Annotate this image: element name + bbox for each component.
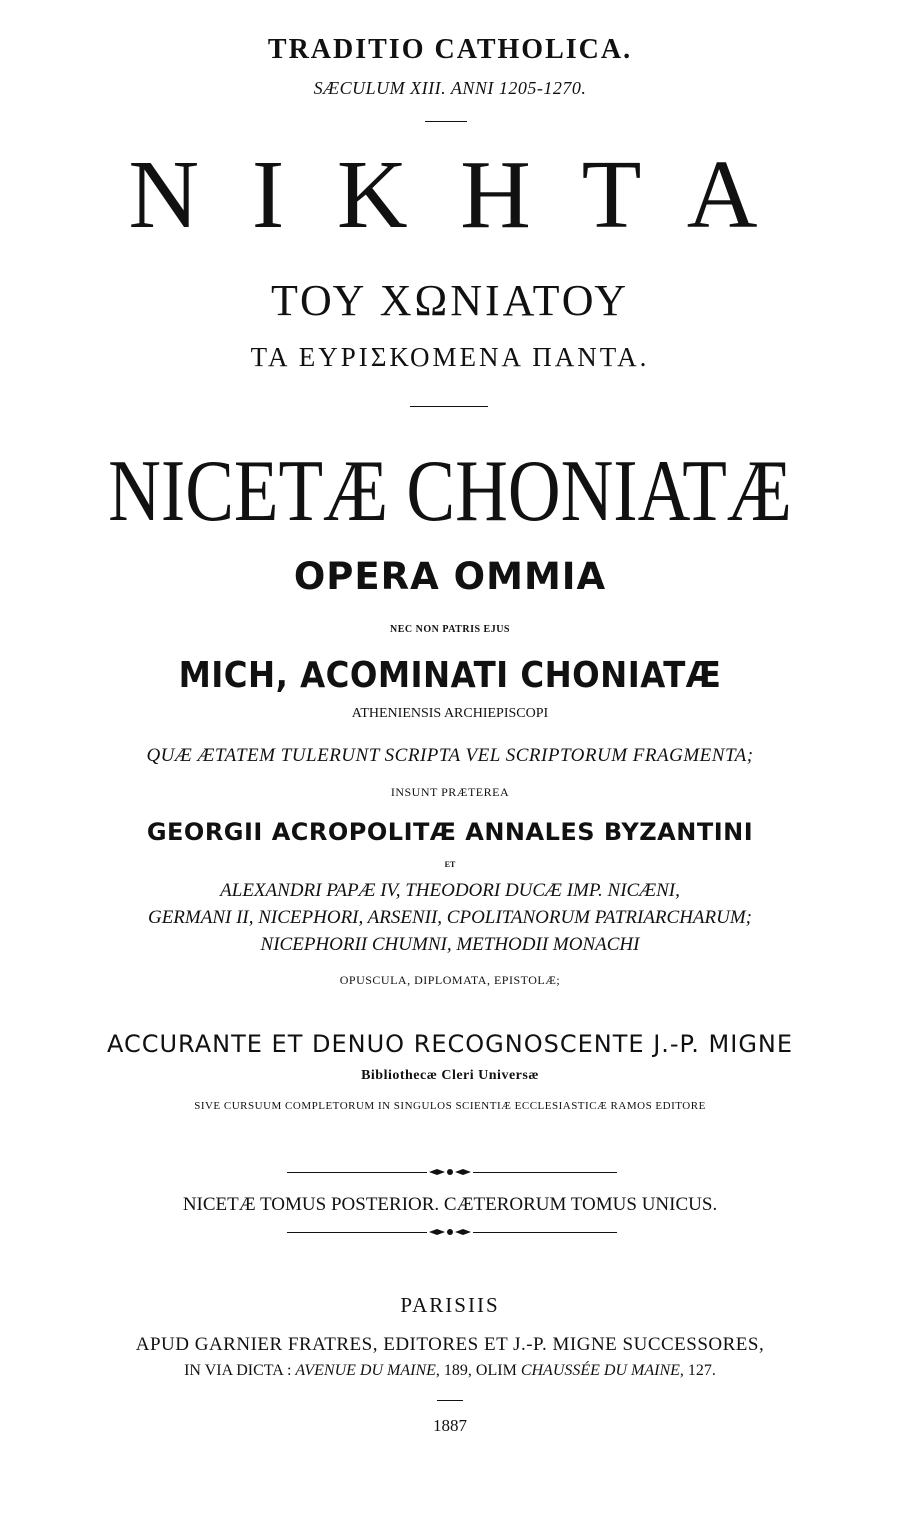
georgii-title: GEORGII ACROPOLITÆ ANNALES BYZANTINI <box>146 818 754 846</box>
divider-rule <box>425 121 467 122</box>
address-street-former: CHAUSSÉE DU MAINE <box>520 1362 680 1379</box>
atheniensis-line: ATHENIENSIS ARCHIEPISCOPI <box>351 706 549 721</box>
imprint-publisher: APUD GARNIER FRATRES, EDITORES ET J.-P. MIGNE SUCCESSORES, <box>135 1334 765 1355</box>
divider-rule <box>437 1400 463 1401</box>
bibliothecae-line: Bibliothecæ Cleri Universæ <box>361 1068 539 1083</box>
address-number-former: , 127. <box>679 1362 716 1379</box>
nicephorii-line: NICEPHORII CHUMNI, METHODII MONACHI <box>260 934 640 955</box>
tomus-line: NICETÆ TOMUS POSTERIOR. CÆTERORUM TOMUS UNICUS. <box>182 1194 718 1215</box>
address-street-current: AVENUE DU MAINE <box>295 1362 436 1379</box>
et-line: ET <box>444 860 456 869</box>
sive-line: SIVE CURSUUM COMPLETORUM IN SINGULOS SCIENTIÆ ECCLESIASTICÆ RAMOS EDITORE <box>194 1100 706 1112</box>
greek-works-line: ΤΑ ΕΥΡΙΣΚΟΜΕΝΑ ΠΑΝΤΑ. <box>250 342 650 372</box>
mich-title: MICH, ACOMINATI CHONIATÆ <box>178 655 722 696</box>
address-prefix: IN VIA DICTA : <box>184 1362 292 1379</box>
greek-subtitle: ΤΟΥ ΧΩΝΙΑΤΟΥ <box>270 276 630 325</box>
series-title: TRADITIO CATHOLICA. <box>267 34 633 65</box>
ornament-icon <box>427 1167 473 1177</box>
latin-subtitle: OPERA OMMIA <box>293 555 607 598</box>
ornament-icon <box>427 1227 473 1237</box>
divider-rule <box>410 406 488 407</box>
accurante-line: ACCURANTE ET DENUO RECOGNOSCENTE J.-P. MIGNE <box>106 1030 794 1058</box>
imprint-address <box>0 1362 900 1380</box>
imprint-year: 1887 <box>433 1416 467 1435</box>
germani-line: GERMANI II, NICEPHORI, ARSENII, CPOLITANORUM PATRIARCHARUM; <box>147 907 753 928</box>
period-subtitle: SÆCULUM XIII. ANNI 1205-1270. <box>313 78 587 98</box>
latin-main-title: NICETÆ CHONIATÆ <box>108 443 792 540</box>
alexandri-line: ALEXANDRI PAPÆ IV, THEODORI DUCÆ IMP. NICÆNI, <box>220 880 680 901</box>
nec-non-line: NEC NON PATRIS EJUS <box>390 624 510 635</box>
imprint-city: PARISIIS <box>400 1293 500 1317</box>
quae-line: QUÆ ÆTATEM TULERUNT SCRIPTA VEL SCRIPTORUM FRAGMENTA; <box>146 745 754 766</box>
address-number-current: , 189, OLIM <box>435 1362 517 1379</box>
insunt-line: INSUNT PRÆTEREA <box>390 785 510 799</box>
opuscula-line: OPUSCULA, DIPLOMATA, EPISTOLÆ; <box>339 973 561 987</box>
greek-name-title: N I K H T A <box>128 141 772 249</box>
